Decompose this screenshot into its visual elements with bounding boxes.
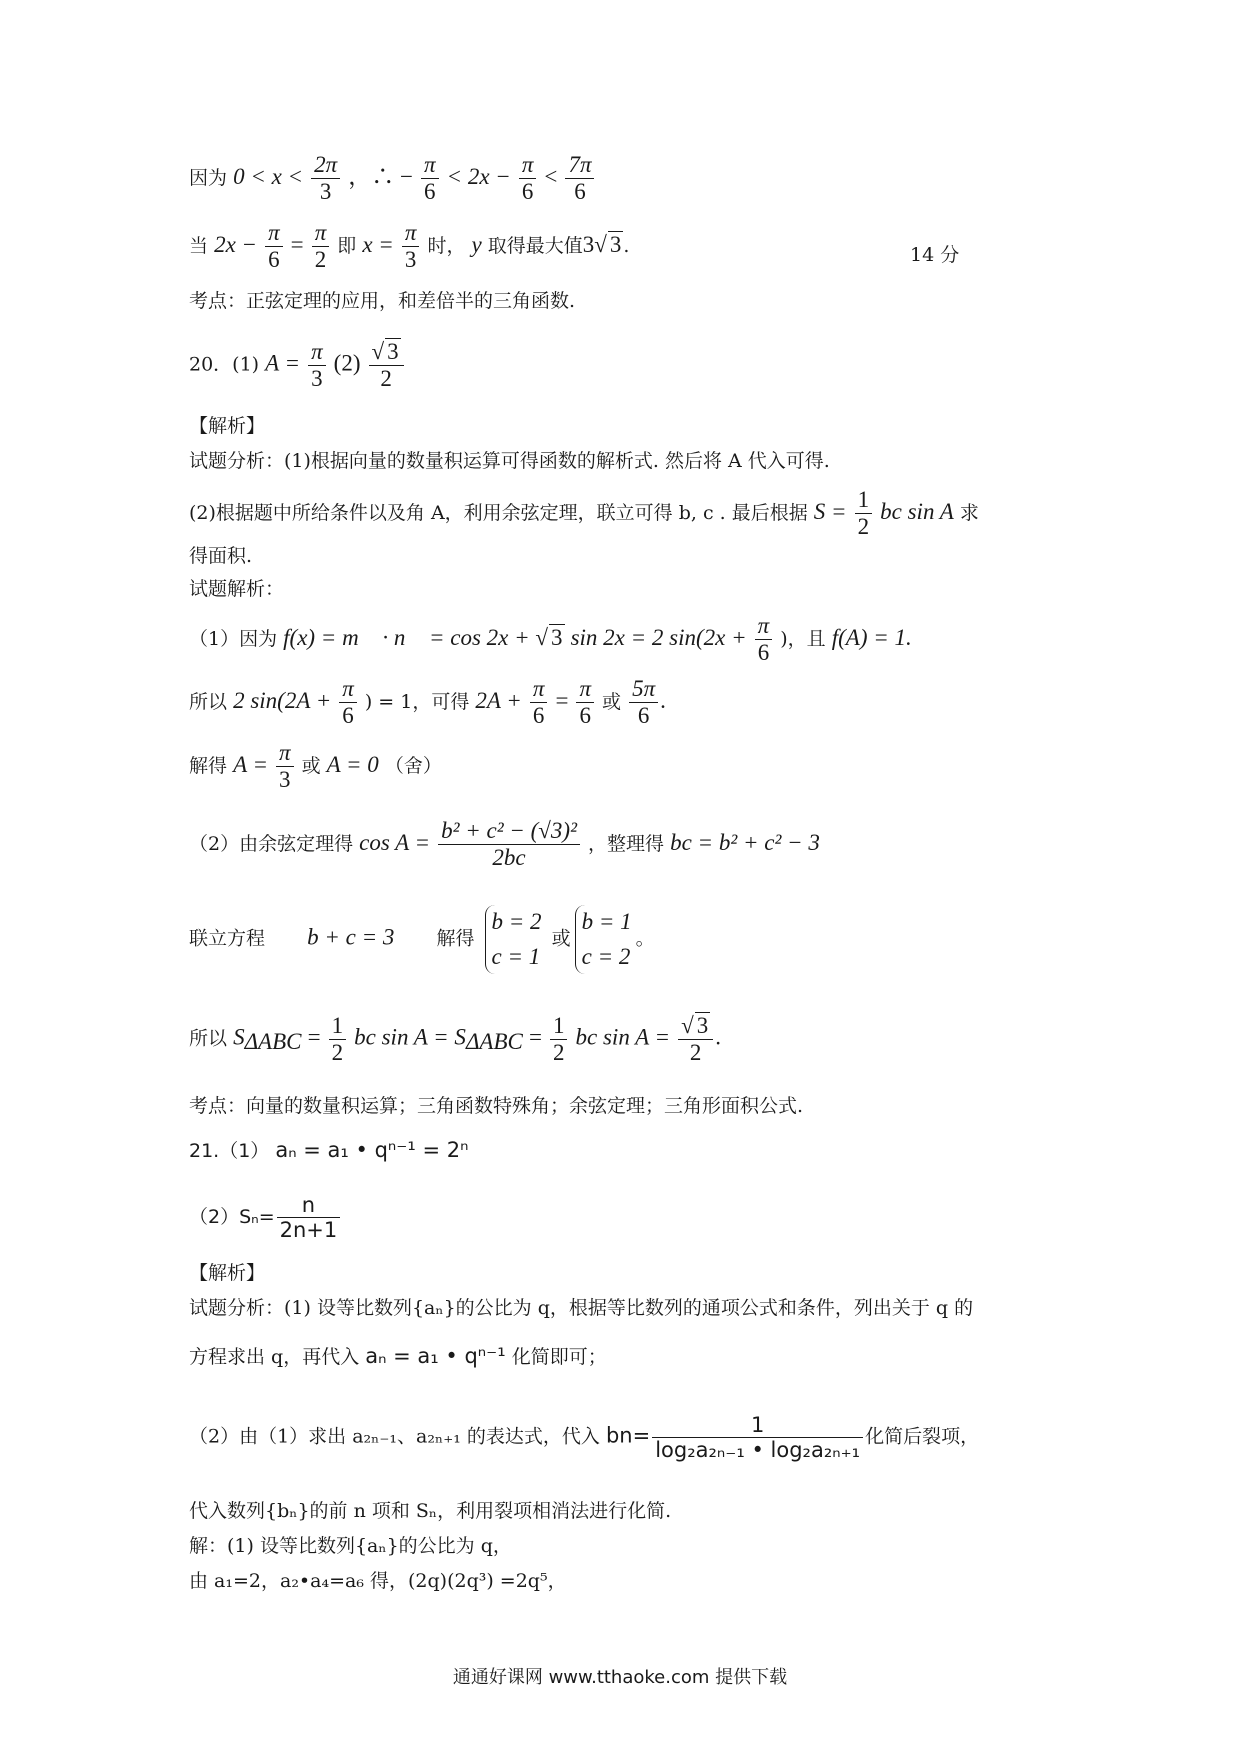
text: 时， (427, 234, 466, 257)
math: b + c = 3 (307, 924, 395, 950)
math: cos A = (359, 829, 431, 855)
math: bc sin A = S (354, 1024, 466, 1050)
line-5: 【解析】 (189, 415, 266, 437)
line-19: 【解析】 (189, 1262, 266, 1284)
text: （舍） (384, 754, 442, 777)
fraction: $\frac{√ 3}{2}$ (678, 1012, 713, 1067)
math: bc sin A = (575, 1024, 671, 1050)
math: 2A + (475, 687, 522, 713)
sqrt: 3 (609, 231, 622, 257)
math: . (660, 687, 666, 713)
line-24: 解：(1) 设等比数列{aₙ}的公比为 q， (189, 1535, 512, 1557)
fraction: $\frac{n}{2n+1}$ (277, 1193, 341, 1242)
subscript: ΔABC (465, 1029, 523, 1055)
fraction: $\frac{7\pi}{6}$ (565, 152, 594, 206)
fraction: $\frac{\pi}{6}$ (339, 676, 357, 730)
math: x = (362, 231, 394, 257)
math: A = (233, 751, 268, 777)
subscript: ΔABC (244, 1029, 302, 1055)
text: (2)根据题中所给条件以及角 A，利用余弦定理，联立可得 b, c . 最后根据 (189, 501, 808, 524)
score-label: 14 分 (910, 244, 960, 266)
text: ，整理得 (588, 832, 665, 855)
math: S = (813, 498, 847, 524)
fraction: $\frac{\pi}{6}$ (576, 676, 594, 730)
line-20: 试题分析：(1) 设等比数列{aₙ}的公比为 q，根据等比数列的通项公式和条件，列出关于 q 的 (189, 1297, 974, 1319)
equation-system: b = 2 c = 1 (485, 905, 542, 974)
line-4 (189, 338, 406, 393)
math: sin 2x = 2 sin(2x + (570, 624, 747, 650)
line-14 (189, 905, 655, 974)
line-8: 得面积. (189, 545, 253, 567)
text: )，且 (780, 627, 826, 650)
text: 方程求出 q，再代入 (189, 1346, 360, 1368)
math: (2) (333, 350, 361, 376)
math: bn= (605, 1423, 651, 1448)
fraction: $\frac{√ 3}{2}$ (369, 338, 404, 393)
line-1 (189, 152, 596, 206)
math: f(x) = m⃗ · n⃗ = cos 2x + (283, 624, 536, 650)
fraction: $\frac{\pi}{3}$ (308, 339, 326, 393)
text: 。 (635, 927, 655, 950)
fraction: $\frac{5\pi}{6}$ (629, 676, 658, 730)
fraction: $\frac{\pi}{3}$ (276, 740, 294, 794)
math: < (544, 163, 558, 189)
text: 或 (551, 927, 571, 950)
line-7 (189, 487, 979, 541)
math: = (307, 1024, 321, 1050)
text: 因为 (189, 166, 228, 189)
math: bc sin A (880, 498, 954, 524)
math: = (290, 231, 304, 257)
fraction: $\frac{\text{b² + c² − (√3)²}}{2bc}$ (438, 818, 580, 872)
math: A = (265, 350, 301, 376)
question-number: 21.（1） (189, 1140, 270, 1162)
line-10: （1）因为 f(x) = m⃗ · n⃗ = cos 2x + √ 3 sin 2x = 2 sin(2x + $\frac{\pi}{6}$ )，且 f(A) = 1. (189, 613, 912, 666)
sqrt: 3 (551, 624, 563, 650)
line-22 (189, 1413, 979, 1462)
line-6: 试题分析：(1)根据向量的数量积运算可得函数的解析式. 然后将 A 代入可得. (189, 450, 830, 472)
math: . (715, 1024, 721, 1050)
math: y (471, 231, 482, 257)
math: 3 (582, 231, 595, 257)
line-3: 考点：正弦定理的应用，和差倍半的三角函数. (189, 290, 576, 312)
text: 联立方程 (189, 927, 266, 950)
math: aₙ = a₁ • qⁿ⁻¹ = 2ⁿ (275, 1138, 469, 1162)
fraction: $\frac{2\pi}{3}$ (311, 152, 340, 206)
math: f(A) = 1. (831, 624, 912, 650)
line-9: 试题解析： (189, 578, 285, 600)
math: ，∴ − (348, 163, 413, 189)
text: 即 (337, 234, 357, 257)
math: 2x − (214, 231, 258, 257)
fraction: $\frac{\pi}{6}$ (519, 152, 537, 206)
fraction: $\frac{\pi}{2}$ (312, 220, 330, 274)
line-2: 当 2x − $\frac{\pi}{6}$ = $\frac{\pi}{2}$ 即 x = $\frac{\pi}{3}$ 时， y 取得最大值3√ 3 . (189, 220, 630, 273)
math: < 2x − (446, 163, 511, 189)
equation-system: b = 1 c = 2 (575, 905, 632, 974)
fraction: $\frac{\pi}{3}$ (402, 220, 420, 274)
line-13 (189, 818, 820, 872)
line-18 (189, 1193, 342, 1242)
line-16: 考点：向量的数量积运算；三角函数特殊角；余弦定理；三角形面积公式. (189, 1095, 804, 1117)
text: ) = 1，可得 (364, 690, 470, 713)
line-25: 由 a₁=2，a₂•a₄=a₆ 得，(2q)(2q³) =2q⁵， (189, 1570, 567, 1592)
text: 解得 (436, 927, 475, 950)
line-15 (189, 1012, 721, 1067)
fraction: $\frac{\pi}{6}$ (755, 613, 773, 667)
math: 0 < x < (233, 163, 304, 189)
fraction: $\frac{1}{\text{log₂a₂ₙ₋₁ • log₂a₂ₙ₊₁}}$ (652, 1413, 863, 1462)
text: 所以 (189, 690, 228, 713)
line-11 (189, 676, 666, 730)
math: 2 sin(2A + (233, 687, 332, 713)
line-21 (189, 1343, 607, 1370)
footer-text: 通通好课网 www.tthaoke.com 提供下载 (452, 1667, 788, 1688)
text: 化简即可； (511, 1346, 607, 1368)
text: （2）由（1）求出 a₂ₙ₋₁、a₂ₙ₊₁ 的表达式，代入 (189, 1425, 600, 1448)
fraction: $\frac{\pi}{6}$ (265, 220, 283, 274)
math: aₙ = a₁ • qⁿ⁻¹ (365, 1344, 506, 1368)
text: （2）Sₙ= (189, 1206, 275, 1229)
line-12 (189, 740, 442, 794)
math: A = 0 (326, 751, 379, 777)
text: 求 (959, 501, 979, 524)
text: （2）由余弦定理得 (189, 832, 354, 855)
math: bc = b² + c² − 3 (670, 829, 820, 855)
fraction: $\frac{1}{2}$ (329, 1013, 347, 1067)
text: 解得 (189, 754, 228, 777)
line-17 (189, 1137, 468, 1164)
text: 所以 (189, 1027, 228, 1050)
question-number: 20．(1) (189, 353, 260, 376)
text: 化简后裂项， (865, 1425, 980, 1448)
fraction: $\frac{1}{2}$ (550, 1013, 568, 1067)
text: 取得最大值 (487, 234, 583, 257)
text: . (623, 234, 630, 257)
text: 或 (301, 754, 321, 777)
math: S (233, 1024, 245, 1050)
math: = (528, 1024, 542, 1050)
line-23: 代入数列{bₙ}的前 n 项和 Sₙ，利用裂项相消法进行化简. (189, 1500, 672, 1522)
text: 或 (602, 690, 622, 713)
text: 当 (189, 234, 209, 257)
text: （1）因为 (189, 627, 278, 650)
fraction: $\frac{\pi}{6}$ (530, 676, 548, 730)
fraction: $\frac{1}{2}$ (855, 487, 873, 541)
math: = (555, 687, 569, 713)
fraction: $\frac{\pi}{6}$ (421, 152, 439, 206)
